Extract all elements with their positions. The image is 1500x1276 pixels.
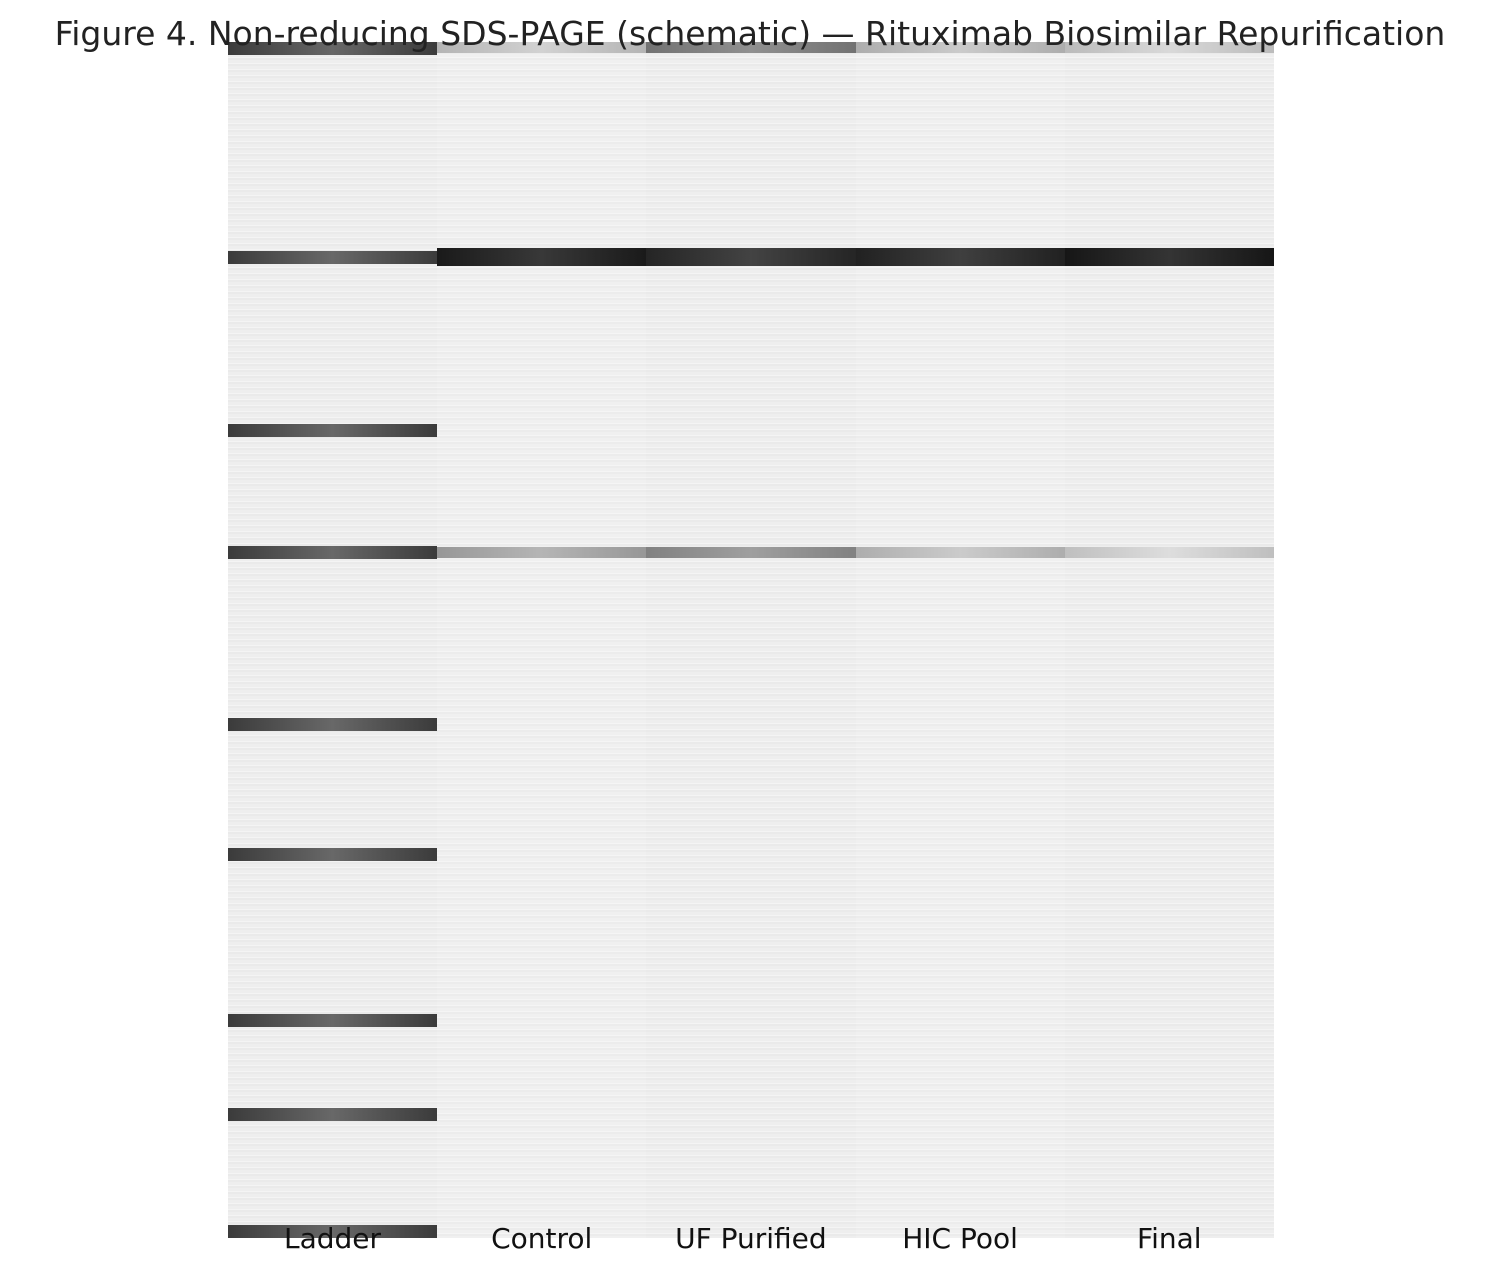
gel-band [228,1014,437,1027]
lane-label: HIC Pool [902,1222,1018,1255]
gel-band [1065,547,1274,558]
gel-band [228,251,437,264]
gel-lane [437,42,646,1238]
gel-band [856,248,1065,266]
gel-band [437,547,646,558]
gel-lane [646,42,855,1238]
gel-band [646,248,855,266]
gel-image [228,42,1274,1238]
lane-label: UF Purified [675,1222,827,1255]
lane-label: Control [491,1222,593,1255]
gel-band [228,848,437,861]
lane-label: Final [1137,1222,1202,1255]
gel-band [437,248,646,266]
gel-band [856,547,1065,558]
lane-label: Ladder [283,1222,382,1255]
gel-lane [856,42,1065,1238]
gel-band [646,547,855,558]
gel-band [228,718,437,731]
gel-band [228,546,437,559]
figure-title: Figure 4. Non-reducing SDS-PAGE (schematic) — Rituximab Biosimilar Repurification [54,14,1446,53]
gel-lane [228,42,437,1238]
gel-band [228,1108,437,1121]
gel-lane [1065,42,1274,1238]
gel-band [228,424,437,437]
gel-band [1065,248,1274,266]
